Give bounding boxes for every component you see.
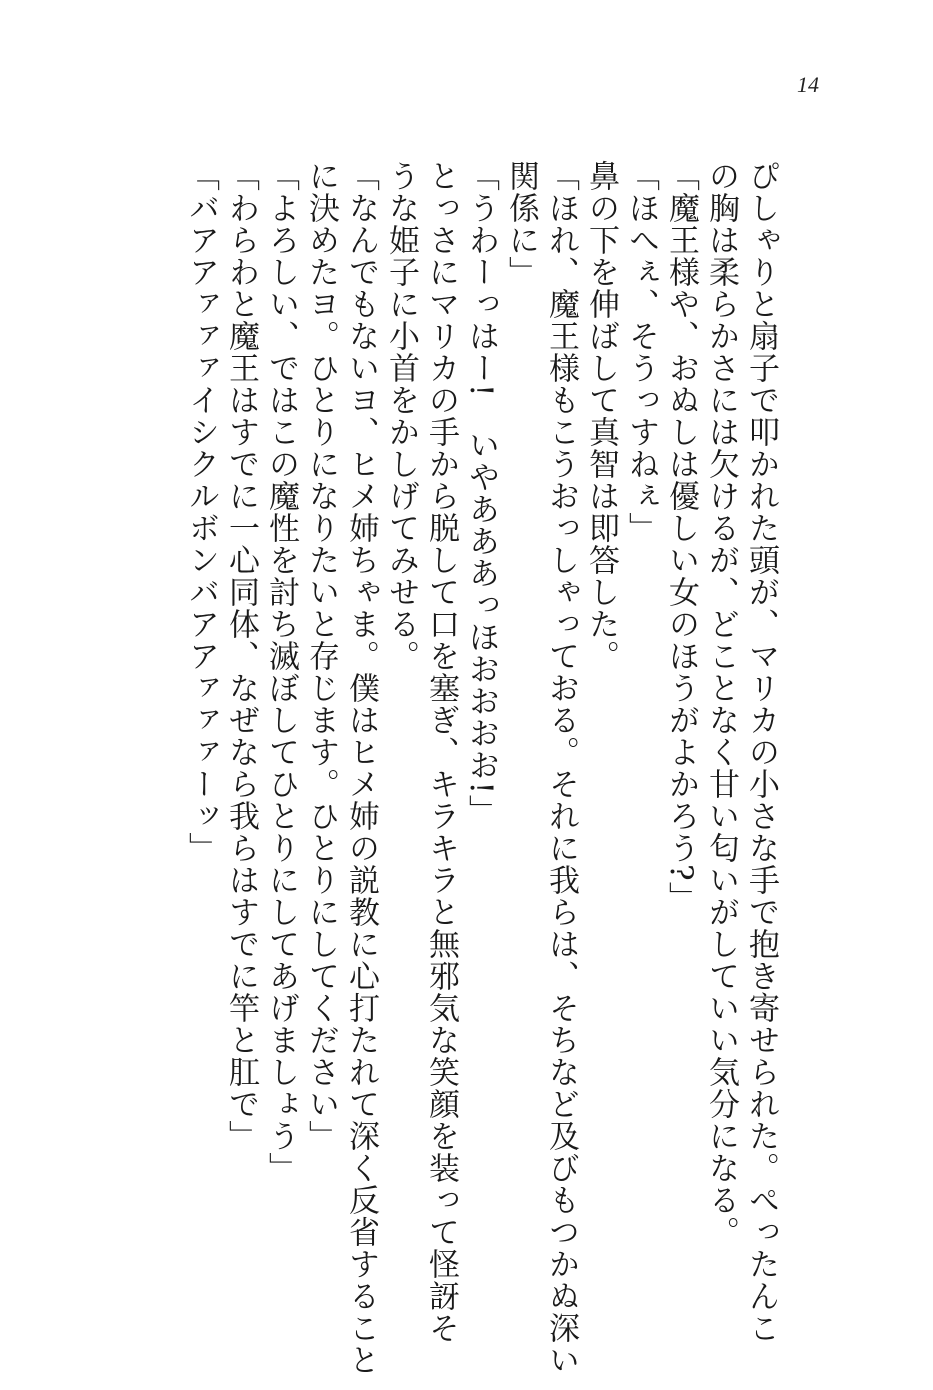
text-line: 「うわーっはー! いやあああっほおおおお!」 (463, 160, 499, 827)
text-line: 「わらわと魔王はすでに一心同体、なぜなら我らはすでに竿と肛で」 (223, 160, 259, 1152)
text-line: に決めたヨ。ひとりになりたいと存じます。ひとりにしてください」 (303, 160, 339, 1152)
text-line: 関係に」 (503, 160, 539, 288)
text-line: 「ほへぇ、そうっすねぇ」 (623, 160, 659, 544)
text-line: 「ほれ、魔王様もこうおっしゃっておる。それに我らは、そちなど及びもつかぬ深い (543, 160, 579, 1376)
text-line: ぴしゃりと扇子で叩かれた頭が、マリカの小さな手で抱き寄せられた。ぺったんこ (743, 160, 779, 1344)
vertical-text-block (181, 160, 781, 1376)
text-line: うな姫子に小首をかしげてみせる。 (383, 160, 419, 672)
text-line: 「なんでもないヨ、ヒメ姉ちゃま。僕はヒメ姉の説教に心打たれて深く反省すること (343, 160, 379, 1376)
page-number: 14 (797, 72, 819, 97)
text-line: 鼻の下を伸ばして真智は即答した。 (583, 160, 619, 672)
text-line: 「バアアァァァイシクルボンバアアァァァーッ」 (183, 160, 219, 864)
text-line: 「よろしい、ではこの魔性を討ち滅ぼしてひとりにしてあげましょう」 (263, 160, 299, 1184)
text-line: 「魔王様や、おぬしは優しい女のほうがよかろう?」 (663, 160, 699, 914)
text-line: とっさにマリカの手から脱して口を塞ぎ、キラキラと無邪気な笑顔を装って怪訝そ (423, 160, 459, 1344)
text-line: の胸は柔らかさには欠けるが、どことなく甘い匂いがしていい気分になる。 (703, 160, 739, 1248)
